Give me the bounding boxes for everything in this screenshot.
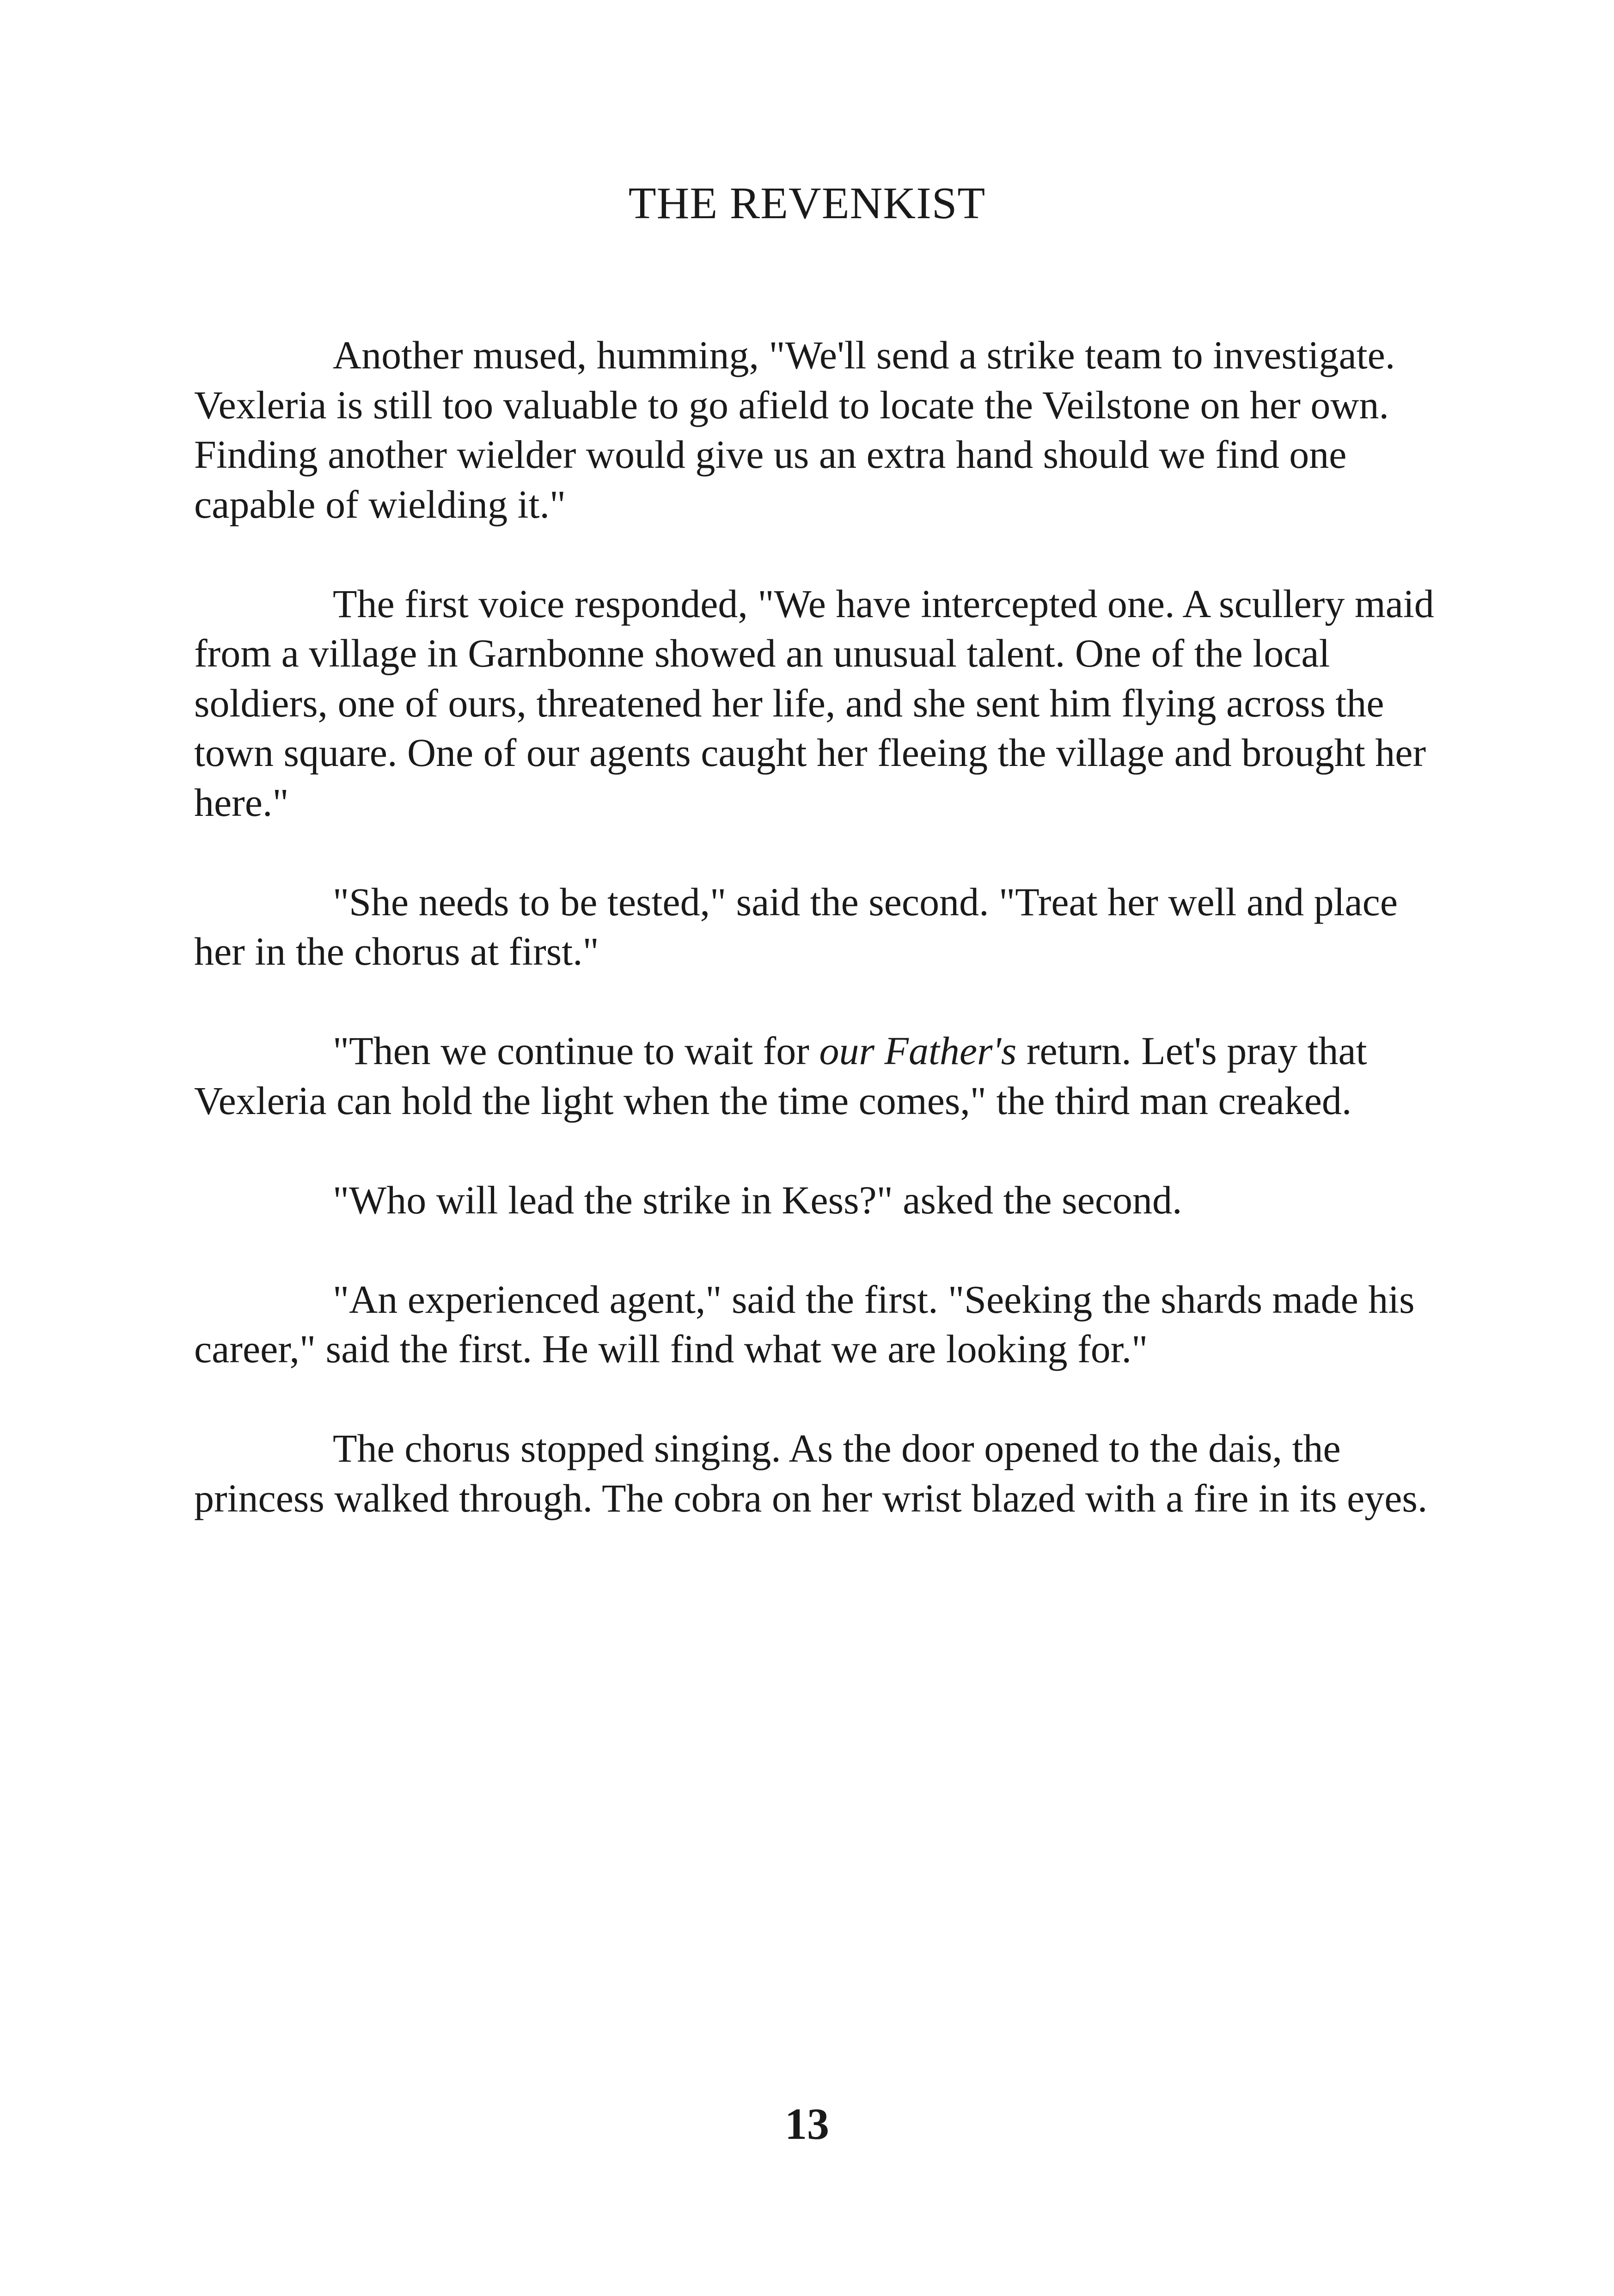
paragraph: The first voice responded, "We have intercepted one. A scullery maid from a village in Garnbonne showed an unusual talent. One of the local soldiers, one of ours, threatened her life, and she sent him flying across the town square. One of our agents caught her fleeing the village and brought her here." (194, 581, 1434, 825)
running-head: THE REVENKIST (628, 178, 986, 228)
paragraph-text: "Then we continue to wait for (333, 1029, 819, 1073)
body-text (194, 331, 1437, 1573)
paragraph: "She needs to be tested," said the second. "Treat her well and place her in the chorus at first." (194, 879, 1398, 974)
paragraph: Another mused, humming, "We'll send a strike team to investigate. Vexleria is still too valuable to go afield to locate the Veilstone on her own. Finding another wielder would give us an extra hand should we find one capable of wielding it." (194, 333, 1395, 527)
page-number: 13 (785, 2099, 829, 2149)
paragraph (194, 1026, 1437, 1126)
emphasis-text: our Father's (819, 1029, 1017, 1073)
paragraph: "Who will lead the strike in Kess?" asked the second. (333, 1177, 1182, 1222)
paragraph: "An experienced agent," said the first. "Seeking the shards made his career," said the first. He will find what we are looking for." (194, 1277, 1415, 1371)
paragraph-text: return. Let's pray that Vexleria can hold the light when the time comes," the third man creaked. (194, 1029, 1367, 1123)
paragraph: The chorus stopped singing. As the door opened to the dais, the princess walked through. The cobra on her wrist blazed with a fire in its eyes. (194, 1426, 1428, 1520)
